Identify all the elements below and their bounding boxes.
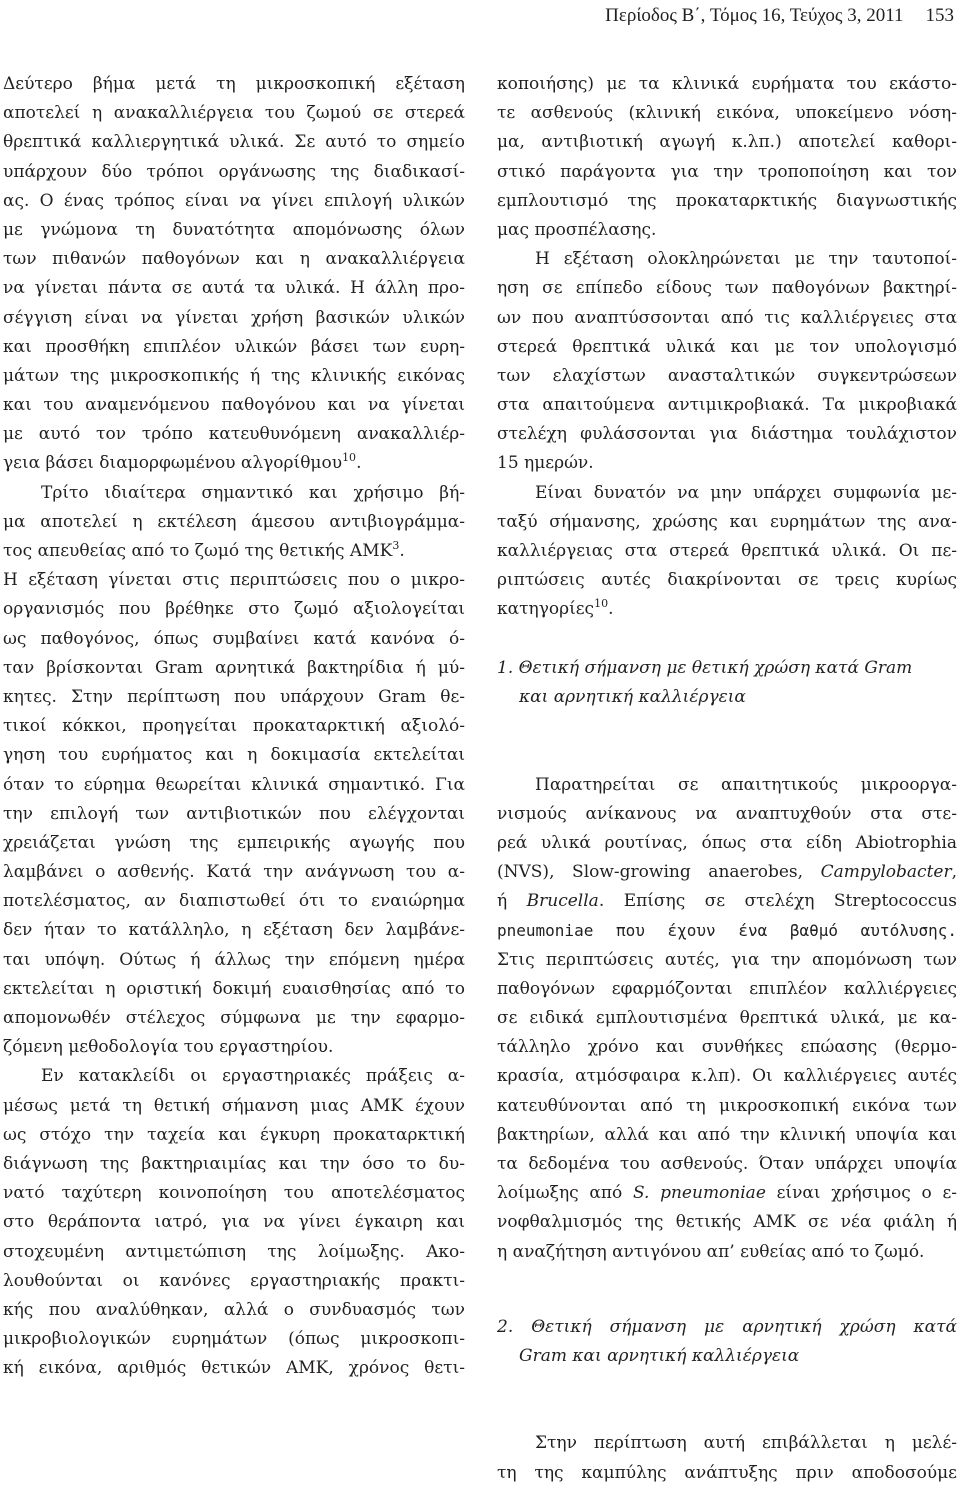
text-line: [497, 1092, 957, 1121]
line-text: με γνώμονα τη δυνατότητα απομόνωσης όλων: [3, 219, 465, 240]
text-line: [497, 800, 957, 829]
journal-issue-info: Περίοδος Β΄, Τόμος 16, Τεύχος 3, 2011: [605, 5, 904, 26]
line-text: και αρνητική καλλιέργεια: [519, 686, 746, 707]
line-text: των ελαχίστων ανασταλτικών συγκεντρώσεων: [497, 365, 957, 386]
text-line: [3, 654, 465, 683]
text-line: [3, 537, 465, 566]
text-line: [497, 1004, 957, 1033]
text-line: [497, 1459, 957, 1488]
citation-ref: [342, 451, 356, 464]
right-text-column: [497, 70, 957, 1488]
line-text: Στην περίπτωση αυτή επιβάλλεται η μελέ-: [535, 1433, 957, 1454]
line-text: ζόμενη μεθοδολογία του εργαστηρίου.: [3, 1037, 334, 1058]
text-line: [497, 245, 957, 274]
line-text: παθογόνων εφαρμόζονται επιπλέον καλλιέργειες: [497, 978, 957, 999]
line-text: την επιλογή των αντιβιοτικών που ελέγχονται: [3, 803, 465, 824]
text-line: [3, 1296, 465, 1325]
line-text: τα δεδομένα του ασθενούς. Όταν υπάρχει υποψία: [497, 1153, 957, 1174]
text-line: [3, 1325, 465, 1354]
line-text: με αυτό τον τρόπο κατευθυνόμενη ανακαλλιέρ-: [3, 424, 465, 445]
line-text: Η εξέταση ολοκληρώνεται με την ταυτοποί-: [535, 249, 957, 270]
section-heading-line: [497, 683, 957, 712]
text-line: [497, 1121, 957, 1150]
section-spacer: [497, 1267, 957, 1313]
italic-term: S. pneumoniae: [632, 1183, 766, 1204]
text-line: [497, 537, 957, 566]
text-line: [3, 158, 465, 187]
line-text: στελέχη φυλάσσονται για διάστημα τουλάχιστον: [497, 424, 957, 445]
line-text: νισμούς ανίκανους να αναπτυχθούν στα στε-: [497, 803, 957, 824]
text-line: [3, 1267, 465, 1296]
text-line: [3, 479, 465, 508]
running-header: [605, 2, 954, 30]
line-text: αποτελεί η ανακαλλιέργεια του ζωμού σε στερεά: [3, 103, 465, 124]
line-text: Στις περιπτώσεις αυτές, για την απομόνωση των: [497, 949, 957, 970]
line-text: μέσως μετά τη θετική σήμανση μιας ΑΜΚ έχουν: [3, 1095, 465, 1116]
line-text: Η εξέταση γίνεται στις περιπτώσεις που ο μικρο-: [3, 570, 465, 591]
line-text: στικό παράγοντα για την τροποποίηση και τον: [497, 161, 957, 182]
text-line: [497, 1208, 957, 1237]
text-line: [3, 274, 465, 303]
line-text: Gram και αρνητική καλλιέργεια: [519, 1345, 800, 1366]
italic-term: Brucella: [526, 891, 599, 912]
text-line: [497, 975, 957, 1004]
line-text: κατηγορίες: [497, 599, 595, 620]
line-text: τος απευθείας από το ζωμό της θετικής ΑΜΚ: [3, 541, 393, 561]
text-line: [497, 391, 957, 420]
line-text: ταν βρίσκονται Gram αρνητικά βακτηρίδια ή μύ-: [3, 657, 465, 678]
text-line: [3, 566, 465, 595]
text-line: [3, 916, 465, 945]
text-line: [3, 887, 465, 916]
citation-ref: [594, 597, 608, 610]
line-text: μα, αντιβιοτική αγωγή κ.λπ.) αποτελεί καθορι-: [497, 132, 957, 153]
text-line: [497, 333, 957, 362]
text-line: [3, 1208, 465, 1237]
line-text: 15 ημερών.: [497, 453, 594, 474]
line-text: λουθούνται οι κανόνες εργαστηριακής πρακτι-: [3, 1270, 465, 1291]
line-text: 2. Θετική σήμανση με αρνητική χρώση κατά: [497, 1316, 957, 1337]
section-spacer: [497, 625, 957, 654]
line-text: ταξύ σήμανσης, χρώσης και ευρημάτων της ανα-: [497, 511, 957, 532]
line-text-tail: ,: [951, 862, 957, 883]
section-heading-line: [497, 1313, 957, 1342]
line-text: η αναζήτηση αντιγόνου απ’ ευθείας από το ζωμό.: [497, 1241, 925, 1262]
line-text: στα απαιτούμενα αντιμικροβιακά. Τα μικροβιακά: [497, 395, 957, 416]
text-line: [3, 1354, 465, 1383]
text-line: [3, 304, 465, 333]
line-text: διάγνωση της βακτηριαιμίας και την όσο το δυ-: [3, 1153, 465, 1174]
line-text: όταν το εύρημα θεωρείται κλινικά σημαντικό. Για: [3, 774, 465, 795]
text-line: [3, 858, 465, 887]
text-line: [3, 712, 465, 741]
line-text: σε ειδικά εμπλουτισμένα θρεπτικά υλικά, με κα-: [497, 1008, 957, 1029]
section-heading-line: [497, 1342, 957, 1371]
line-text-tail: .: [399, 541, 405, 561]
italic-term: Campylobacter: [820, 862, 952, 883]
text-line: [3, 800, 465, 829]
line-text: μα αποτελεί η εκτέλεση άμεσου αντιβιογράμμα-: [3, 511, 465, 532]
line-text: Τρίτο ιδιαίτερα σημαντικό και χρήσιμο βή-: [41, 482, 465, 503]
line-text: γεια βάσει διαμορφωμένου αλγορίθμου: [3, 453, 343, 474]
text-line: [497, 916, 957, 945]
line-text: Παρατηρείται σε απαιτητικούς μικροοργα-: [535, 774, 957, 795]
line-text-tail: . Επίσης σε στελέχη Streptococcus: [598, 891, 957, 912]
text-line: [3, 1033, 465, 1062]
line-text: τε ασθενούς (κλινική εικόνα, υποκείμενο νόση-: [497, 103, 957, 124]
text-line: [3, 1121, 465, 1150]
text-line: [3, 245, 465, 274]
line-text: ή: [497, 891, 527, 912]
line-text: καλλιέργειας στα στερεά θρεπτικά υλικά. Οι πε-: [497, 541, 957, 561]
text-line: [497, 420, 957, 449]
text-line: [3, 1062, 465, 1091]
line-text: ως στόχο την ταχεία και έγκυρη προκαταρκτική: [3, 1124, 465, 1145]
text-line: [497, 566, 957, 595]
line-text: Είναι δυνατόν να μην υπάρχει συμφωνία με-: [535, 482, 957, 503]
line-text: νατό ταχύτερη κοινοποίηση του αποτελέσματος: [3, 1183, 465, 1204]
text-line: [3, 128, 465, 157]
text-line: [3, 420, 465, 449]
text-line: [497, 887, 957, 916]
line-text: κής που αναλύθηκαν, αλλά ο συνδυασμός των: [3, 1299, 465, 1320]
text-line: [497, 1238, 957, 1267]
text-line: [497, 216, 957, 245]
line-text: λοίμωξης από: [497, 1183, 633, 1204]
text-line: [3, 771, 465, 800]
line-text: των πιθανών παθογόνων και η ανακαλλιέργεια: [3, 249, 465, 270]
text-line: [3, 683, 465, 712]
line-text: ποτελέσματος, αν διαπιστωθεί ότι το εναιώρημα: [3, 891, 465, 912]
text-line: [3, 333, 465, 362]
line-text: τάλληλο χρόνο και συνθήκες επώασης (θερμο-: [497, 1037, 957, 1058]
line-text: υπάρχουν δύο τρόποι οργάνωσης της διαδικασί-: [3, 161, 465, 182]
line-text: δεν ήταν το κατάλληλο, η εξέταση δεν λαμβάνε-: [3, 920, 465, 941]
citation-superscript: 3: [392, 539, 400, 552]
text-line: [497, 1062, 957, 1091]
text-line: [3, 975, 465, 1004]
text-line: [497, 187, 957, 216]
line-text: μάτων της μικροσκοπικής ή της κλινικής εικόνας: [3, 365, 465, 386]
line-text-tail: είναι χρήσιμος ο ε-: [765, 1183, 957, 1204]
line-text-tail: .: [608, 599, 614, 620]
section-spacer: [497, 712, 957, 770]
line-text: στερεά θρεπτικά υλικά και με τον υπολογισμό: [497, 336, 957, 357]
text-line: [497, 1429, 957, 1458]
line-text: γηση του ευρήματος και η δοκιμασία εκτελείται: [3, 745, 465, 766]
text-line: [3, 1150, 465, 1179]
text-line: [497, 70, 957, 99]
text-line: [497, 304, 957, 333]
text-line: [3, 449, 465, 478]
line-text: τικοί κόκκοι, προηγείται προκαταρκτική αξιολό-: [3, 716, 465, 737]
line-text: ται υπόψη. Ούτως ή άλλως την επόμενη ημέρα: [3, 949, 465, 970]
line-text: pneumoniae που έχουν ένα βαθμό αυτόλυσης.: [497, 921, 957, 941]
text-line: [3, 70, 465, 99]
line-text: ρεά υλικά ρουτίνας, όπως στα είδη Abiotrophia: [497, 832, 957, 853]
text-line: [3, 946, 465, 975]
line-text: να γίνεται πάντα σε αυτά τα υλικά. Η άλλη προ-: [3, 278, 465, 299]
line-text: στοχευμένη αντιμετώπιση της λοίμωξης. Ακο-: [3, 1241, 465, 1262]
section-heading-line: [497, 654, 957, 683]
text-line: [497, 858, 957, 887]
line-text: νοφθαλμισμός της θετικής ΑΜΚ σε νέα φιάλη ή: [497, 1212, 957, 1233]
text-line: [3, 99, 465, 128]
text-line: [497, 1179, 957, 1208]
line-text: μας προσπέλασης.: [497, 219, 657, 240]
line-text: ηση σε επίπεδο είδους των παθογόνων βακτηρί-: [497, 278, 957, 299]
line-text: κή εικόνα, αριθμός θετικών ΑΜΚ, χρόνος θετι-: [3, 1358, 465, 1379]
line-text: κητες. Στην περίπτωση που υπάρχουν Gram θε-: [3, 686, 465, 707]
text-line: [497, 1033, 957, 1062]
line-text: σέγγιση είναι να γίνεται χρήση βασικών υλικών: [3, 307, 465, 328]
citation-superscript: 10: [594, 597, 609, 611]
line-text: τη της καμπύλης ανάπτυξης πριν αποδοσούμε: [497, 1462, 957, 1483]
text-line: [497, 829, 957, 858]
line-text: χρειάζεται γνώση της εμπειρικής αγωγής που: [3, 832, 465, 853]
text-line: [3, 508, 465, 537]
text-line: [497, 946, 957, 975]
line-text: απομονωθέν στέλεχος σύμφωνα με την εφαρμο-: [3, 1008, 465, 1028]
left-text-column: [3, 70, 465, 1383]
citation-superscript: 10: [342, 451, 357, 465]
text-line: [3, 829, 465, 858]
line-text: στο θεράποντα ιατρό, για να γίνει έγκαιρη και: [3, 1212, 465, 1233]
text-line: [3, 1179, 465, 1208]
text-line: [497, 274, 957, 303]
line-text: εκτελείται η οριστική δοκιμή ευαισθησίας από το: [3, 978, 465, 999]
line-text: και του αναμενόμενου παθογόνου και να γίνεται: [3, 395, 465, 416]
text-line: [497, 1150, 957, 1179]
text-line: [497, 479, 957, 508]
text-line: [3, 741, 465, 770]
text-line: [3, 362, 465, 391]
line-text: Εν κατακλείδι οι εργαστηριακές πράξεις α-: [41, 1066, 465, 1087]
line-text: εμπλουτισμό της προκαταρκτικής διαγνωστικής: [497, 190, 957, 211]
line-text: θρεπτικά καλλιεργητικά υλικά. Σε αυτό το σημείο: [3, 132, 465, 153]
line-text: και προσθήκη επιπλέον υλικών βάσει των ευρη-: [3, 336, 465, 357]
text-line: [497, 158, 957, 187]
line-text: ριπτώσεις αυτές διακρίνονται σε τρεις κυρίως: [497, 570, 957, 591]
text-line: [497, 595, 957, 624]
text-line: [3, 391, 465, 420]
text-line: [497, 771, 957, 800]
text-line: [497, 128, 957, 157]
line-text: (NVS), Slow-growing anaerobes,: [497, 862, 821, 883]
line-text: μικροβιολογικών ευρημάτων (όπως μικροσκοπι-: [3, 1329, 465, 1350]
line-text: οργανισμός που βρέθηκε στο ζωμό αξιολογείται: [3, 599, 465, 620]
text-line: [497, 362, 957, 391]
text-line: [3, 216, 465, 245]
text-line: [3, 1238, 465, 1267]
section-spacer: [497, 1371, 957, 1429]
line-text: λαμβάνει ο ασθενής. Κατά την ανάγνωση του α-: [3, 862, 465, 883]
text-line: [3, 595, 465, 624]
line-text-tail: .: [356, 453, 362, 474]
text-line: [497, 508, 957, 537]
text-line: [3, 1004, 465, 1033]
line-text: ως παθογόνος, όπως συμβαίνει κατά κανόνα ό-: [3, 628, 465, 649]
line-text: κοποιήσης) με τα κλινικά ευρήματα του εκάστο-: [497, 74, 957, 94]
line-text: Δεύτερο βήμα μετά τη μικροσκοπική εξέταση: [3, 74, 465, 94]
line-text: ας. Ο ένας τρόπος είναι να γίνει επιλογή υλικών: [3, 190, 465, 211]
line-text: κατευθύνονται από τη μικροσκοπική εικόνα των: [497, 1095, 957, 1116]
line-text: ων που αναπτύσσονται από τις καλλιέργειες στα: [497, 307, 957, 328]
line-text: 1. Θετική σήμανση με θετική χρώση κατά Gram: [497, 657, 913, 678]
page-number: 153: [925, 5, 954, 26]
text-line: [497, 449, 957, 478]
text-line: [3, 187, 465, 216]
line-text: βακτηρίων, αλλά και από την κλινική υποψία και: [497, 1124, 957, 1145]
text-line: [497, 99, 957, 128]
line-text: κρασία, ατμόσφαιρα κ.λπ). Οι καλλιέργειες αυτές: [497, 1066, 957, 1087]
text-line: [3, 625, 465, 654]
text-line: [3, 1092, 465, 1121]
